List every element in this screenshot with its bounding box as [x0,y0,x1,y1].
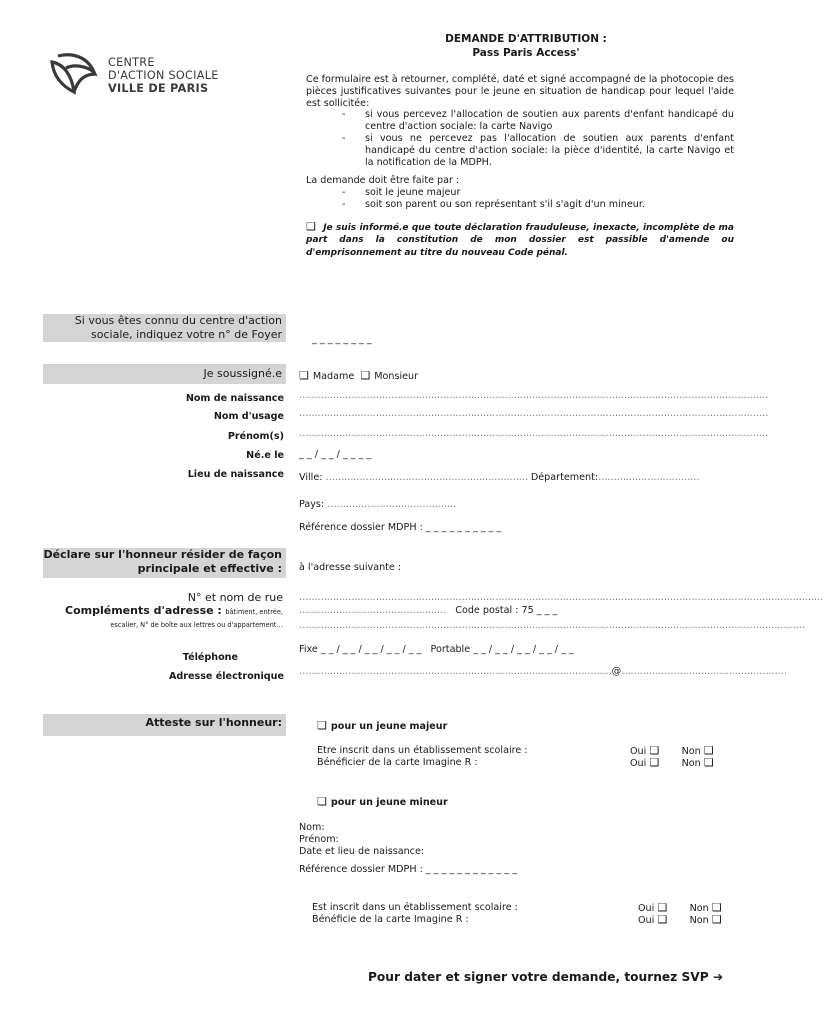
form-title [300,32,752,60]
form-title-line-2: Pass Paris Access' [472,47,580,59]
nom-naissance-label: Nom de naissance [185,393,284,404]
majeur-imagine-choice [630,757,718,770]
non-label: Non [689,903,709,914]
birth-city-row [299,472,699,484]
minor-school-non-checkbox[interactable]: ❑ [711,901,722,914]
fraud-notice [306,221,734,260]
postal-prefix: 75 [521,605,534,616]
mdph-row [299,522,501,534]
minor-mdph-row [299,864,517,876]
minor-nom-field[interactable]: Nom: [299,822,325,833]
request-by: La demande doit être faite par : [306,175,460,187]
non-label: Non [681,758,701,769]
request-bullets [306,187,734,211]
logo-text [108,56,219,95]
fixe-label: Fixe [299,644,318,655]
non-label: Non [681,746,701,757]
majeur-school-oui-checkbox[interactable]: ❑ [649,744,660,757]
complements-hint-2: escalier, N° de boîte aux lettres ou d'appartement… [110,621,283,629]
oui-label: Oui [638,915,655,926]
nom-naissance-field[interactable]: ……………………………………………………………………………………………………………………………………… [299,390,768,401]
minor-title [317,796,448,809]
complements-label-text: Compléments d'adresse : [65,604,222,617]
address-intro: à l'adresse suivante : [299,562,402,573]
minor-school-oui-checkbox[interactable]: ❑ [657,901,668,914]
logo-line-1: CENTRE [108,56,155,69]
foyer-label-line-2: sociale, indiquez votre n° de Foyer [91,328,282,341]
majeur-checkbox[interactable]: ❑ [317,719,327,732]
foyer-number-field[interactable]: _ _ _ _ _ _ _ _ [312,334,372,345]
minor-prenom-field[interactable]: Prénom: [299,834,339,845]
request-bullet: - soit son parent ou son représentant s'il s'agit d'un mineur. [306,199,734,211]
complements-hint-1: bâtiment, entrée, [225,608,283,616]
monsieur-label: Monsieur [374,371,419,382]
street-field[interactable]: ……………………………………………………………………………………………………………………………………………………… [299,592,823,603]
foyer-label-line-1: Si vous êtes connu du centre d'action [74,314,282,327]
non-label: Non [689,915,709,926]
minor-mdph-label: Référence dossier MDPH : [299,864,423,875]
prenoms-field[interactable]: ……………………………………………………………………………………………………………………………………… [299,428,768,439]
residence-label-line-2: principale et effective : [137,562,282,575]
oui-label: Oui [630,746,647,757]
mdph-field[interactable]: _ _ _ _ _ _ _ _ _ _ [425,522,502,533]
intro-block [306,74,734,259]
identity-section-label: Je soussigné.e [43,364,286,384]
ville-label: Ville: [299,472,323,483]
residence-section-label [43,548,286,578]
minor-imagine-non-checkbox[interactable]: ❑ [711,913,722,926]
pays-label: Pays: [299,499,325,510]
fraud-notice-text: Je suis informé.e que toute déclaration frauduleuse, inexacte, incomplète de ma part dans la constitution de mon dossier est passible d'amende ou d'emprisonnement au titre du nouveau Code pénal. [306,222,734,258]
complement-postal-row [299,605,557,617]
phone-row [299,644,574,656]
email-label: Adresse électronique [168,671,284,682]
oui-label: Oui [630,758,647,769]
birth-date-field[interactable]: _ _ / _ _ / _ _ _ _ [299,449,372,460]
logo-line-2: D'ACTION SOCIALE [108,69,219,82]
complements-label [65,605,283,618]
right-arrow-icon: ➔ [712,970,724,984]
fraud-checkbox[interactable]: ❑ [306,219,316,233]
mdph-label: Référence dossier MDPH : [299,522,423,533]
minor-item-school: Est inscrit dans un établissement scolaire : [312,902,518,913]
majeur-item-school: Etre inscrit dans un établissement scolaire : [317,745,528,756]
civility-options [299,370,418,383]
logo-line-3: VILLE DE PARIS [108,82,209,95]
intro-paragraph: Ce formulaire est à retourner, complété, daté et signé accompagné de la photocopie des pièces justificatives suivantes pour le jeune en situation de handicap pour lequel l'aide est sollicitée: [306,74,734,109]
pays-field[interactable]: …………………………………… [327,499,456,510]
postal-label: Code postal : [455,605,519,616]
request-bullet: - soit le jeune majeur [306,187,734,199]
madame-checkbox[interactable]: ❑ [299,369,309,382]
minor-checkbox[interactable]: ❑ [317,795,327,808]
foyer-label [43,314,286,342]
intro-bullets [306,109,734,168]
intro-bullet: - si vous percevez l'allocation de soutien aux parents d'enfant handicapé du centre d'action sociale: la carte Navigo [306,109,734,133]
complement-field[interactable]: ………………………………………… [299,605,447,616]
email-domain-field[interactable]: ……………………………………………… [621,666,787,677]
minor-title-text: pour un jeune mineur [330,797,448,808]
majeur-imagine-oui-checkbox[interactable]: ❑ [649,756,660,769]
majeur-title-text: pour un jeune majeur [330,721,448,732]
residence-label-line-1: Déclare sur l'honneur résider de façon [43,548,282,561]
birth-place-label: Lieu de naissance [187,469,284,480]
minor-imagine-choice [638,914,726,927]
fixe-field[interactable]: _ _ / _ _ / _ _ / _ _ / _ _ [320,644,422,655]
oui-label: Oui [638,903,655,914]
footer-text: Pour dater et signer votre demande, tournez SVP [368,970,709,984]
monsieur-checkbox[interactable]: ❑ [360,369,371,382]
attestation-section-label: Atteste sur l'honneur: [43,714,286,736]
minor-mdph-field[interactable]: _ _ _ _ _ _ _ _ _ _ _ _ [425,864,517,875]
email-row[interactable] [299,666,787,678]
portable-label: Portable [430,644,471,655]
majeur-title [317,720,447,733]
departement-field[interactable]: …………………………… [598,472,700,483]
street-label: N° et nom de rue [187,591,283,604]
majeur-school-non-checkbox[interactable]: ❑ [703,744,714,757]
cas-swirl-logo-icon [44,50,104,98]
madame-label: Madame [312,371,355,382]
majeur-item-imagine-r: Bénéficier de la carte Imagine R : [317,757,478,768]
phone-label: Téléphone [182,652,238,663]
portable-field[interactable]: _ _ / _ _ / _ _ / _ _ / _ _ [473,644,574,655]
footer-turn-page [368,970,723,984]
nom-usage-field[interactable]: ……………………………………………………………………………………………………………………………………… [299,408,768,419]
majeur-imagine-non-checkbox[interactable]: ❑ [703,756,714,769]
ville-field[interactable]: ………………………………………………………… [325,472,528,483]
postal-field[interactable]: _ _ _ [536,605,558,616]
nom-usage-label: Nom d'usage [213,411,284,422]
minor-birth-field[interactable]: Date et lieu de naissance: [299,846,425,857]
intro-bullet: - si vous ne percevez pas l'allocation de soutien aux parents d'enfant handicapé du centre d'action sociale: la pièce d'identité, la carte Navigo et la notification de la MDPH. [306,133,734,168]
prenoms-label: Prénom(s) [227,431,284,442]
minor-imagine-oui-checkbox[interactable]: ❑ [657,913,668,926]
form-title-line-1: DEMANDE D'ATTRIBUTION : [445,33,607,45]
email-at: @ [611,666,622,677]
address-line-3-field[interactable]: ………………………………………………………………………………………………………………………………………………… [299,620,805,631]
email-local-field[interactable]: ………………………………………………………………………………………… [299,666,612,677]
birth-country-row [299,499,456,511]
cas-logo [44,50,104,98]
birth-date-label: Né.e le [246,450,284,461]
minor-item-imagine-r: Bénéficie de la carte Imagine R : [312,914,469,925]
departement-label: Département: [530,472,599,483]
